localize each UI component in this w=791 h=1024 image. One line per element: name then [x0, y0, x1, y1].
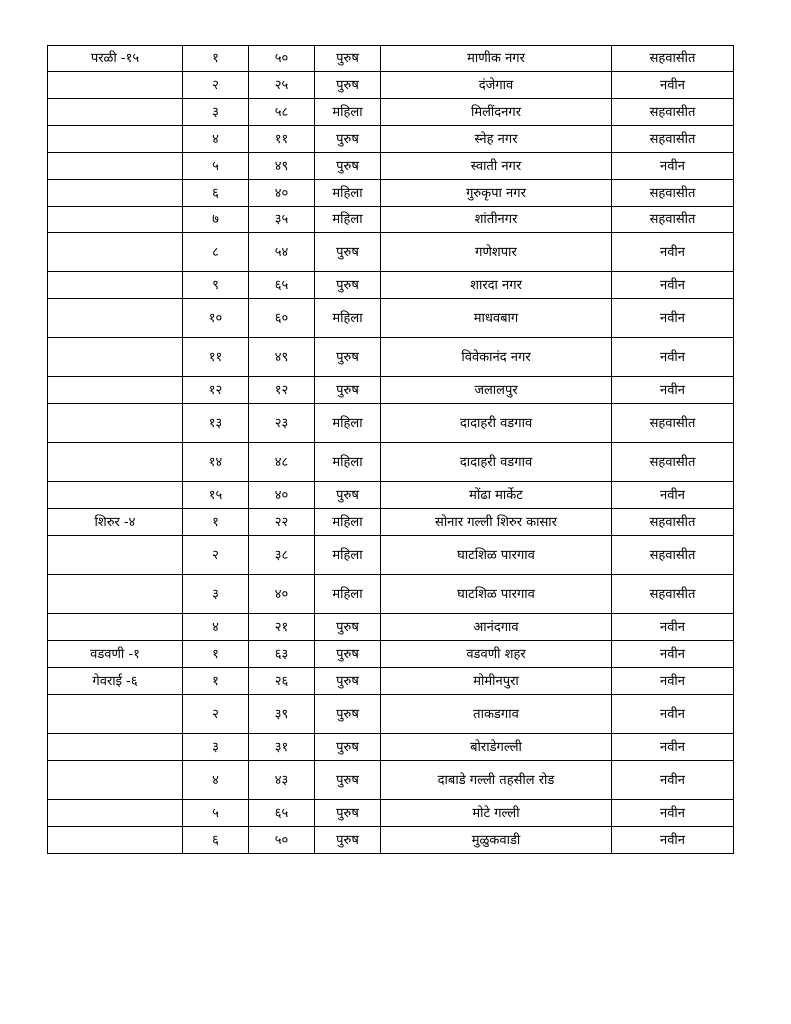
district-cell [48, 827, 183, 854]
serial-number-cell: २ [183, 695, 249, 734]
serial-number-cell: ११ [183, 338, 249, 377]
district-cell [48, 233, 183, 272]
district-cell [48, 377, 183, 404]
place-cell: दादाहरी वडगाव [381, 443, 612, 482]
district-cell [48, 575, 183, 614]
table-row [48, 800, 734, 827]
district-cell [48, 126, 183, 153]
age-cell: २३ [249, 404, 315, 443]
age-cell: २६ [249, 668, 315, 695]
status-cell: सहवासीत [612, 509, 734, 536]
table-row [48, 536, 734, 575]
status-cell: नवीन [612, 482, 734, 509]
gender-cell: महिला [315, 575, 381, 614]
place-cell: मिलींदनगर [381, 99, 612, 126]
place-cell: बोराडेगल्ली [381, 734, 612, 761]
place-cell: गुरुकृपा नगर [381, 180, 612, 207]
place-cell: सोनार गल्ली शिरुर कासार [381, 509, 612, 536]
serial-number-cell: २ [183, 536, 249, 575]
age-cell: ५८ [249, 99, 315, 126]
age-cell: ४९ [249, 153, 315, 180]
table-row [48, 482, 734, 509]
gender-cell: पुरुष [315, 72, 381, 99]
district-cell: शिरुर -४ [48, 509, 183, 536]
district-cell [48, 695, 183, 734]
age-cell: ३५ [249, 207, 315, 233]
gender-cell: पुरुष [315, 614, 381, 641]
table-row [48, 180, 734, 207]
gender-cell: पुरुष [315, 46, 381, 72]
gender-cell: महिला [315, 180, 381, 207]
table-row [48, 761, 734, 800]
serial-number-cell: ८ [183, 233, 249, 272]
age-cell: ६० [249, 299, 315, 338]
age-cell: ४३ [249, 761, 315, 800]
place-cell: घाटशिळ पारगाव [381, 536, 612, 575]
gender-cell: महिला [315, 536, 381, 575]
age-cell: ३१ [249, 734, 315, 761]
age-cell: ६५ [249, 272, 315, 299]
age-cell: ४८ [249, 443, 315, 482]
place-cell: ताकडगाव [381, 695, 612, 734]
district-cell [48, 272, 183, 299]
age-cell: ११ [249, 126, 315, 153]
serial-number-cell: २ [183, 72, 249, 99]
status-cell: सहवासीत [612, 207, 734, 233]
place-cell: दाबाडे गल्ली तहसील रोड [381, 761, 612, 800]
table-row [48, 404, 734, 443]
table-row [48, 827, 734, 854]
table-row [48, 695, 734, 734]
place-cell: मोमीनपुरा [381, 668, 612, 695]
district-cell [48, 614, 183, 641]
status-cell: नवीन [612, 72, 734, 99]
gender-cell: महिला [315, 99, 381, 126]
age-cell: ४० [249, 482, 315, 509]
gender-cell: महिला [315, 404, 381, 443]
age-cell: ५० [249, 46, 315, 72]
serial-number-cell: १४ [183, 443, 249, 482]
place-cell: शांतीनगर [381, 207, 612, 233]
status-cell: सहवासीत [612, 536, 734, 575]
age-cell: २२ [249, 509, 315, 536]
gender-cell: पुरुष [315, 695, 381, 734]
serial-number-cell: ४ [183, 126, 249, 153]
place-cell: गणेशपार [381, 233, 612, 272]
status-cell: नवीन [612, 695, 734, 734]
place-cell: मुळुकवाडी [381, 827, 612, 854]
serial-number-cell: १ [183, 641, 249, 668]
age-cell: २५ [249, 72, 315, 99]
serial-number-cell: १ [183, 668, 249, 695]
status-cell: नवीन [612, 377, 734, 404]
table-row [48, 207, 734, 233]
place-cell: मोंढा मार्केट [381, 482, 612, 509]
serial-number-cell: १३ [183, 404, 249, 443]
district-cell: परळी -१५ [48, 46, 183, 72]
place-cell: माणीक नगर [381, 46, 612, 72]
serial-number-cell: १० [183, 299, 249, 338]
serial-number-cell: ३ [183, 734, 249, 761]
district-cell [48, 153, 183, 180]
table-row [48, 734, 734, 761]
table-row [48, 299, 734, 338]
status-cell: सहवासीत [612, 46, 734, 72]
table-row [48, 233, 734, 272]
place-cell: माधवबाग [381, 299, 612, 338]
table-row [48, 338, 734, 377]
district-cell [48, 99, 183, 126]
serial-number-cell: ४ [183, 761, 249, 800]
serial-number-cell: ५ [183, 800, 249, 827]
status-cell: नवीन [612, 761, 734, 800]
district-cell [48, 443, 183, 482]
serial-number-cell: ६ [183, 180, 249, 207]
serial-number-cell: ५ [183, 153, 249, 180]
gender-cell: पुरुष [315, 377, 381, 404]
age-cell: ४० [249, 575, 315, 614]
gender-cell: महिला [315, 443, 381, 482]
serial-number-cell: ६ [183, 827, 249, 854]
gender-cell: पुरुष [315, 126, 381, 153]
table-row [48, 668, 734, 695]
table-row [48, 614, 734, 641]
table-row [48, 377, 734, 404]
district-cell [48, 800, 183, 827]
status-cell: नवीन [612, 272, 734, 299]
serial-number-cell: ३ [183, 99, 249, 126]
serial-number-cell: १२ [183, 377, 249, 404]
place-cell: वडवणी शहर [381, 641, 612, 668]
place-cell: शारदा नगर [381, 272, 612, 299]
status-cell: नवीन [612, 800, 734, 827]
district-cell [48, 338, 183, 377]
table-row [48, 443, 734, 482]
table-row [48, 575, 734, 614]
status-cell: नवीन [612, 233, 734, 272]
place-cell: मोटे गल्ली [381, 800, 612, 827]
place-cell: विवेकानंद नगर [381, 338, 612, 377]
gender-cell: पुरुष [315, 734, 381, 761]
serial-number-cell: १५ [183, 482, 249, 509]
gender-cell: पुरुष [315, 800, 381, 827]
status-cell: नवीन [612, 338, 734, 377]
district-cell [48, 536, 183, 575]
age-cell: २१ [249, 614, 315, 641]
table-body [48, 46, 734, 854]
table-row [48, 641, 734, 668]
status-cell: सहवासीत [612, 99, 734, 126]
serial-number-cell: ४ [183, 614, 249, 641]
place-cell: दंजेगाव [381, 72, 612, 99]
status-cell: नवीन [612, 614, 734, 641]
district-cell: गेवराई -६ [48, 668, 183, 695]
place-cell: जलालपुर [381, 377, 612, 404]
table-row [48, 153, 734, 180]
district-cell [48, 482, 183, 509]
gender-cell: पुरुष [315, 482, 381, 509]
serial-number-cell: १ [183, 509, 249, 536]
district-cell [48, 207, 183, 233]
table-row [48, 46, 734, 72]
age-cell: ६३ [249, 641, 315, 668]
age-cell: ४९ [249, 338, 315, 377]
district-cell [48, 734, 183, 761]
district-cell [48, 299, 183, 338]
district-cell [48, 72, 183, 99]
table-row [48, 272, 734, 299]
district-cell [48, 404, 183, 443]
status-cell: नवीन [612, 299, 734, 338]
place-cell: स्वाती नगर [381, 153, 612, 180]
serial-number-cell: ३ [183, 575, 249, 614]
gender-cell: महिला [315, 509, 381, 536]
serial-number-cell: ९ [183, 272, 249, 299]
age-cell: ३९ [249, 695, 315, 734]
place-cell: आनंदगाव [381, 614, 612, 641]
gender-cell: पुरुष [315, 233, 381, 272]
district-cell [48, 180, 183, 207]
place-cell: स्नेह नगर [381, 126, 612, 153]
age-cell: १२ [249, 377, 315, 404]
age-cell: ४० [249, 180, 315, 207]
serial-number-cell: ७ [183, 207, 249, 233]
place-cell: दादाहरी वडगाव [381, 404, 612, 443]
gender-cell: महिला [315, 299, 381, 338]
table-row [48, 509, 734, 536]
district-cell [48, 761, 183, 800]
gender-cell: पुरुष [315, 272, 381, 299]
gender-cell: पुरुष [315, 153, 381, 180]
age-cell: ३८ [249, 536, 315, 575]
patient-table [47, 45, 734, 854]
age-cell: ५४ [249, 233, 315, 272]
age-cell: ६५ [249, 800, 315, 827]
gender-cell: पुरुष [315, 827, 381, 854]
gender-cell: पुरुष [315, 668, 381, 695]
status-cell: नवीन [612, 641, 734, 668]
gender-cell: पुरुष [315, 761, 381, 800]
status-cell: नवीन [612, 668, 734, 695]
place-cell: घाटशिळ पारगाव [381, 575, 612, 614]
table-row [48, 126, 734, 153]
age-cell: ५० [249, 827, 315, 854]
gender-cell: महिला [315, 207, 381, 233]
gender-cell: पुरुष [315, 338, 381, 377]
status-cell: सहवासीत [612, 126, 734, 153]
table-row [48, 72, 734, 99]
serial-number-cell: १ [183, 46, 249, 72]
status-cell: सहवासीत [612, 575, 734, 614]
district-cell: वडवणी -१ [48, 641, 183, 668]
gender-cell: पुरुष [315, 641, 381, 668]
status-cell: नवीन [612, 734, 734, 761]
status-cell: सहवासीत [612, 180, 734, 207]
status-cell: नवीन [612, 827, 734, 854]
status-cell: नवीन [612, 153, 734, 180]
status-cell: सहवासीत [612, 404, 734, 443]
table-row [48, 99, 734, 126]
status-cell: सहवासीत [612, 443, 734, 482]
